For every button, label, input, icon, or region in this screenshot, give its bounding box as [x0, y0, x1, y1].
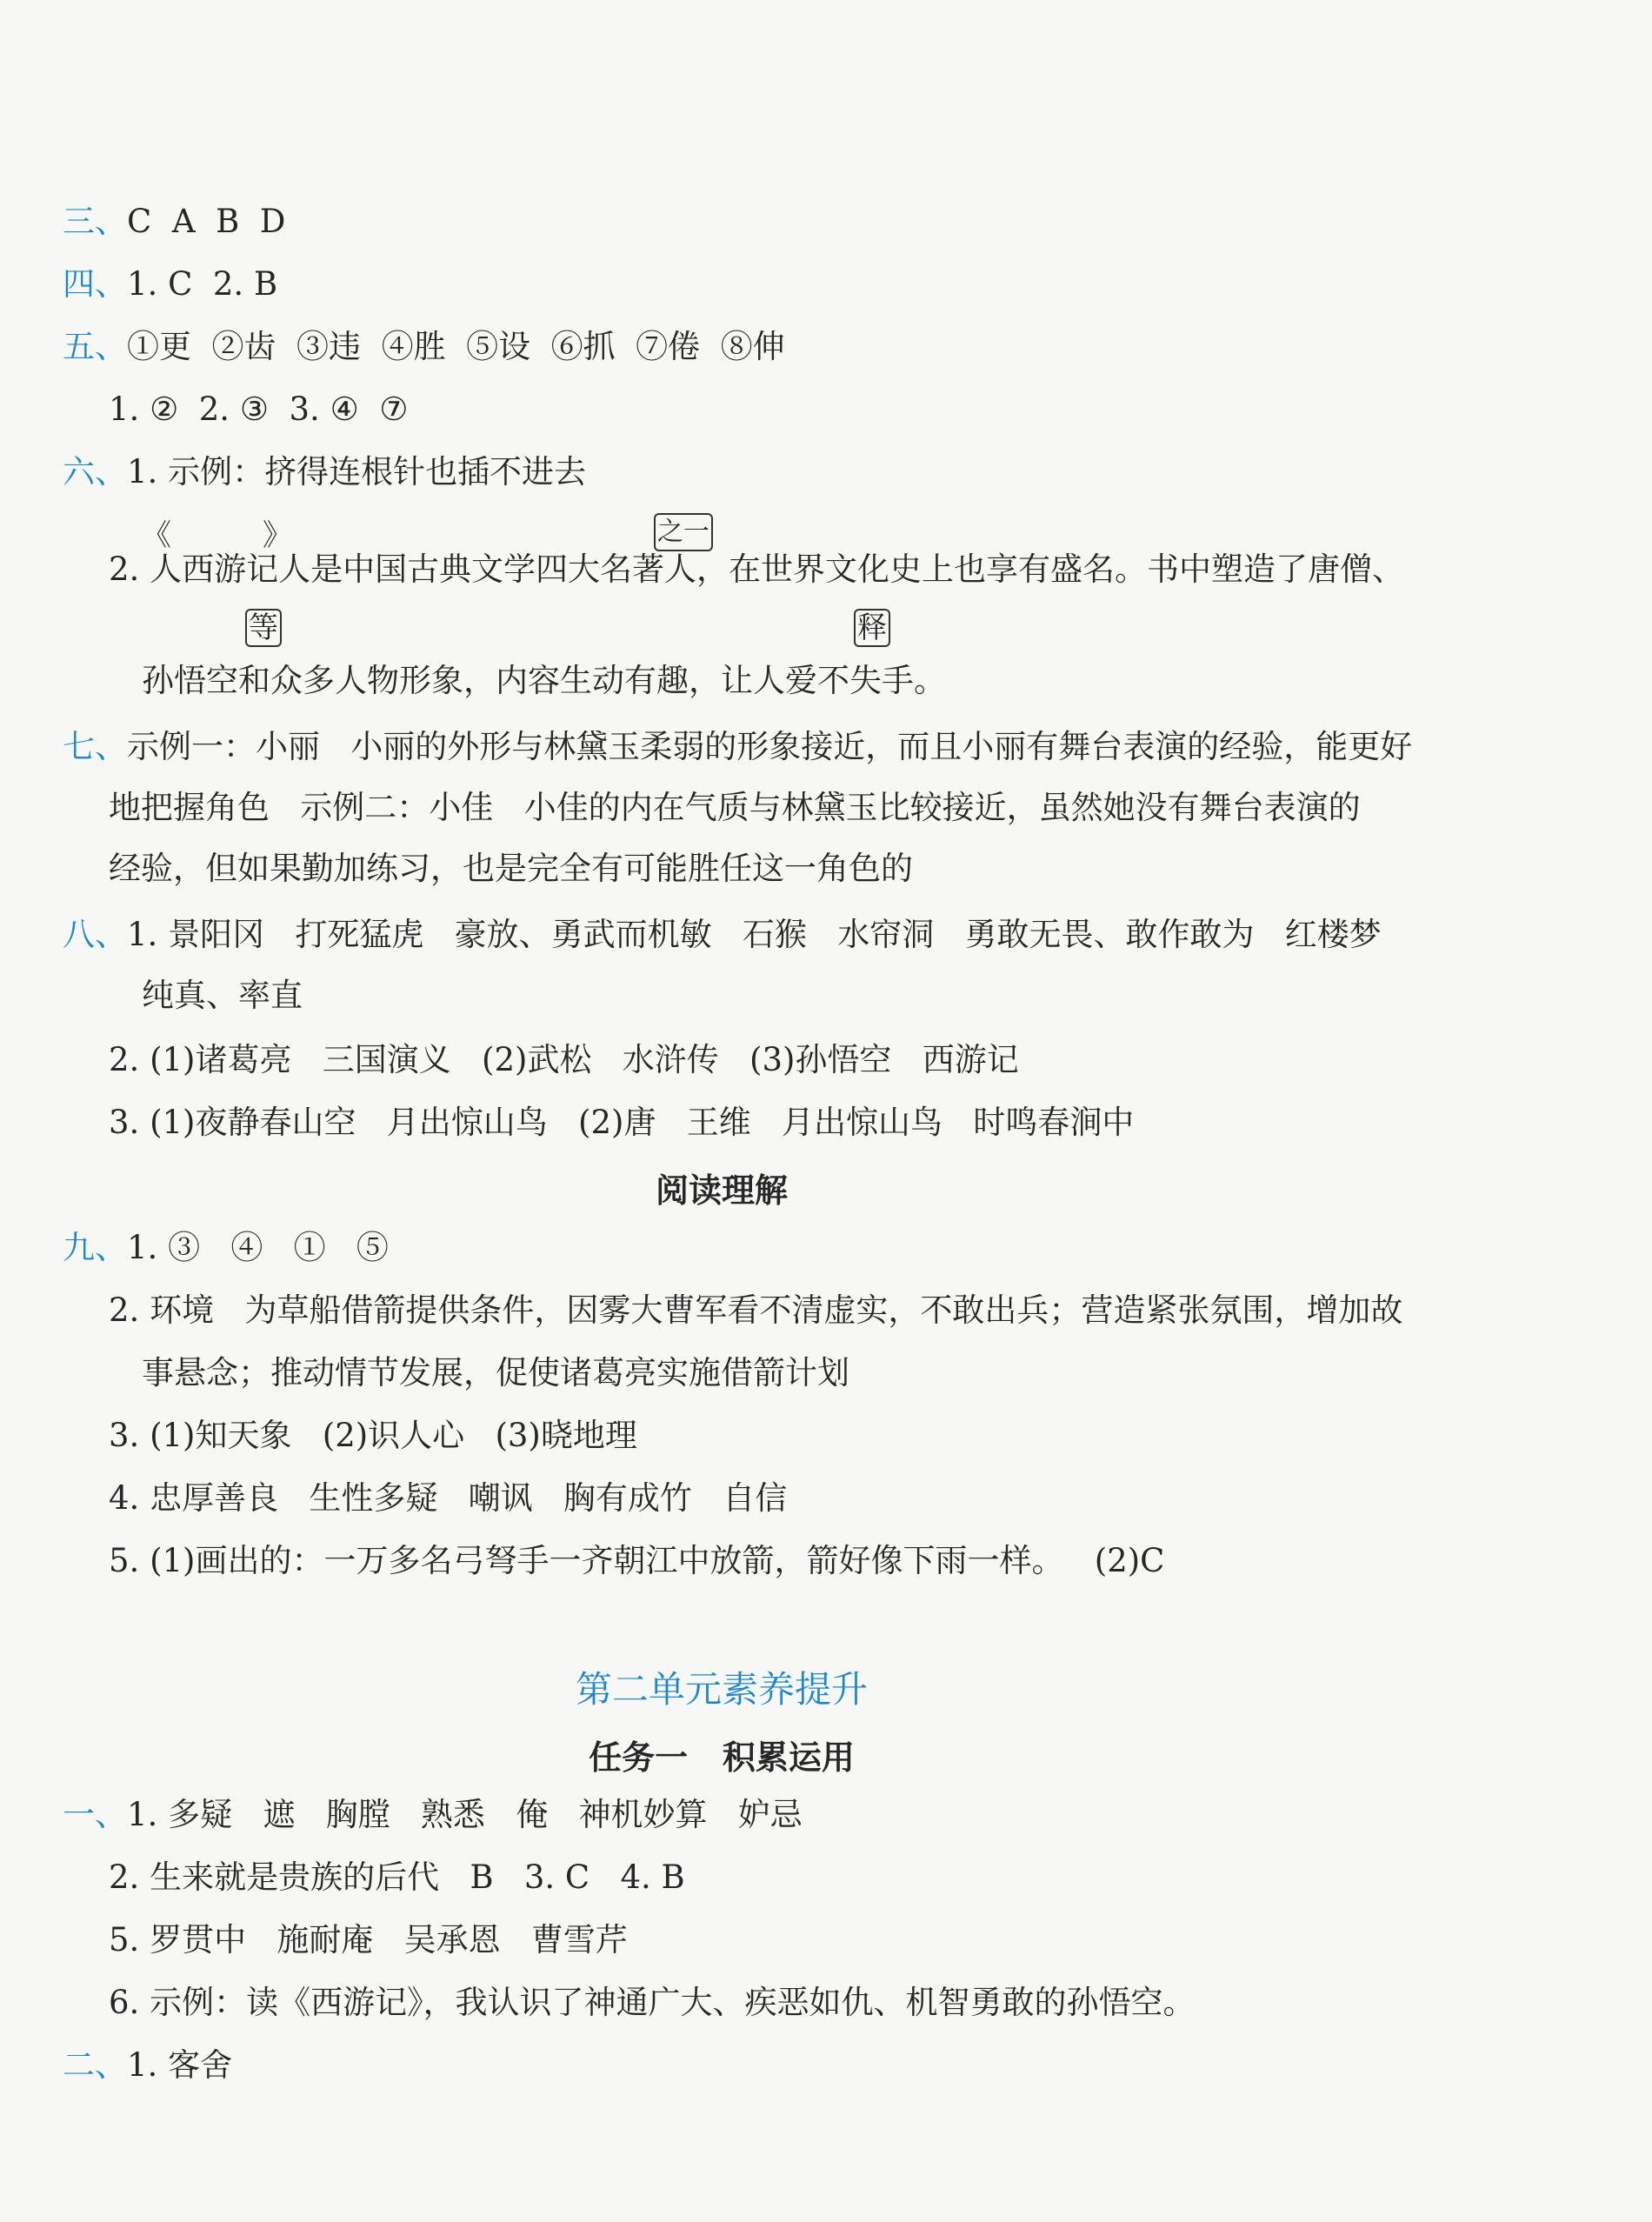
answer-line: [109, 388, 408, 431]
section-marker: 九、: [63, 1229, 127, 1266]
answer-text: 5. 罗贯中 施耐庵 吴承恩 曹雪芹: [109, 1921, 628, 1958]
unit-title: 第二单元素养提升: [575, 1668, 868, 1711]
answer-line: [109, 1856, 685, 1899]
answer-text: 3. (1)夜静春山空 月出惊山鸟 (2)唐 王维 月出惊山鸟 时鸣春涧中: [109, 1104, 1135, 1141]
answer-text: 1. 景阳冈 打死猛虎 豪放、勇武而机敏 石猴 水帘洞 勇敢无畏、敢作敢为 红楼梦: [127, 916, 1382, 953]
answer-line: [63, 2044, 232, 2087]
answer-text: 1. 客舍: [127, 2046, 233, 2084]
answer-text: 1. ② 2. ③ 3. ④ ⑦: [109, 390, 409, 428]
answer-text: 2. (1)诸葛亮 三国演义 (2)武松 水浒传 (3)孙悟空 西游记: [109, 1041, 1019, 1078]
section-marker: 五、: [63, 328, 127, 365]
correction-open-bracket: 《: [142, 518, 171, 553]
answer-line: [63, 450, 586, 494]
correction-replace-deng: 等: [245, 609, 282, 647]
task-heading: 任务一 积累运用: [589, 1738, 855, 1777]
answer-line: [63, 263, 277, 306]
answer-line: [109, 1101, 1134, 1144]
answer-line: [142, 1351, 849, 1395]
correction-close-bracket: 》: [263, 518, 292, 553]
answer-text: 地把握角色 示例二：小佳 小佳的内在气质与林黛玉比较接近，虽然她没有舞台表演的: [109, 789, 1361, 826]
answer-line: [109, 1289, 1402, 1332]
section-marker: 二、: [63, 2046, 127, 2084]
section-marker: 六、: [63, 453, 127, 490]
answer-text: 纯真、率直: [142, 977, 303, 1014]
answer-line: [142, 659, 946, 703]
answer-text: 4. 忠厚善良 生性多疑 嘲讽 胸有成竹 自信: [109, 1479, 788, 1517]
answer-line: [109, 548, 1404, 591]
answer-line: [63, 325, 785, 369]
answer-text: 事悬念；推动情节发展，促使诸葛亮实施借箭计划: [142, 1354, 849, 1391]
answer-text: 示例一：小丽 小丽的外形与林黛玉柔弱的形象接近，而且小丽有舞台表演的经验，能更好: [127, 728, 1413, 765]
answer-text: 1. 多疑 遮 胸膛 熟悉 俺 神机妙算 妒忌: [127, 1796, 803, 1833]
section-marker: 一、: [63, 1796, 127, 1833]
answer-text: 2. 人西游记人是中国古典文学四大名著人，在世界文化史上也享有盛名。书中塑造了唐僧、: [109, 550, 1405, 588]
answer-text: 3. (1)知天象 (2)识人心 (3)晓地理: [109, 1417, 637, 1454]
answer-line: [63, 725, 1412, 769]
section-marker: 八、: [63, 916, 127, 953]
answer-text: 孙悟空和众多人物形象，内容生动有趣，让人爱不失手。: [142, 662, 946, 699]
answer-line: [109, 1539, 1164, 1583]
answer-line: [63, 1793, 803, 1837]
section-marker: 三、: [63, 203, 127, 240]
answer-line: [109, 847, 913, 891]
answer-text: C A B D: [127, 203, 286, 240]
section-marker: 七、: [63, 728, 127, 765]
answer-text: 1. 示例：挤得连根针也插不进去: [127, 453, 587, 490]
answer-line: [63, 913, 1382, 957]
answer-line: [109, 1414, 637, 1458]
answer-text: 1. C 2. B: [127, 265, 278, 303]
answer-text: 经验，但如果勤加练习，也是完全有可能胜任这一角色的: [109, 850, 913, 887]
correction-replace-shi: 释: [854, 609, 890, 647]
answer-line: [109, 1918, 628, 1962]
answer-line: [109, 1038, 1019, 1082]
answer-text: 6. 示例：读《西游记》，我认识了神通广大、疾恶如仇、机智勇敢的孙悟空。: [109, 1984, 1196, 2021]
section-marker: 四、: [63, 265, 127, 303]
correction-insert-zhiyi: 之一: [654, 513, 713, 551]
answer-text: 1. ③ ④ ① ⑤: [127, 1229, 389, 1266]
section-heading-reading: 阅读理解: [655, 1171, 788, 1210]
answer-text: ①更 ②齿 ③违 ④胜 ⑤设 ⑥抓 ⑦倦 ⑧伸: [127, 328, 785, 365]
answer-line: [109, 1981, 1196, 2025]
answer-line: [63, 200, 285, 244]
answer-text: 2. 环境 为草船借箭提供条件，因雾大曹军看不清虚实，不敢出兵；营造紧张氛围，增加故: [109, 1291, 1403, 1329]
answer-text: 2. 生来就是贵族的后代 B 3. C 4. B: [109, 1858, 685, 1896]
answer-line: [109, 1477, 787, 1520]
answer-line: [63, 1226, 389, 1270]
answer-line: [109, 786, 1361, 830]
answer-text: 5. (1)画出的：一万多名弓弩手一齐朝江中放箭，箭好像下雨一样。 (2)C: [109, 1542, 1165, 1579]
answer-line: [142, 974, 303, 1018]
